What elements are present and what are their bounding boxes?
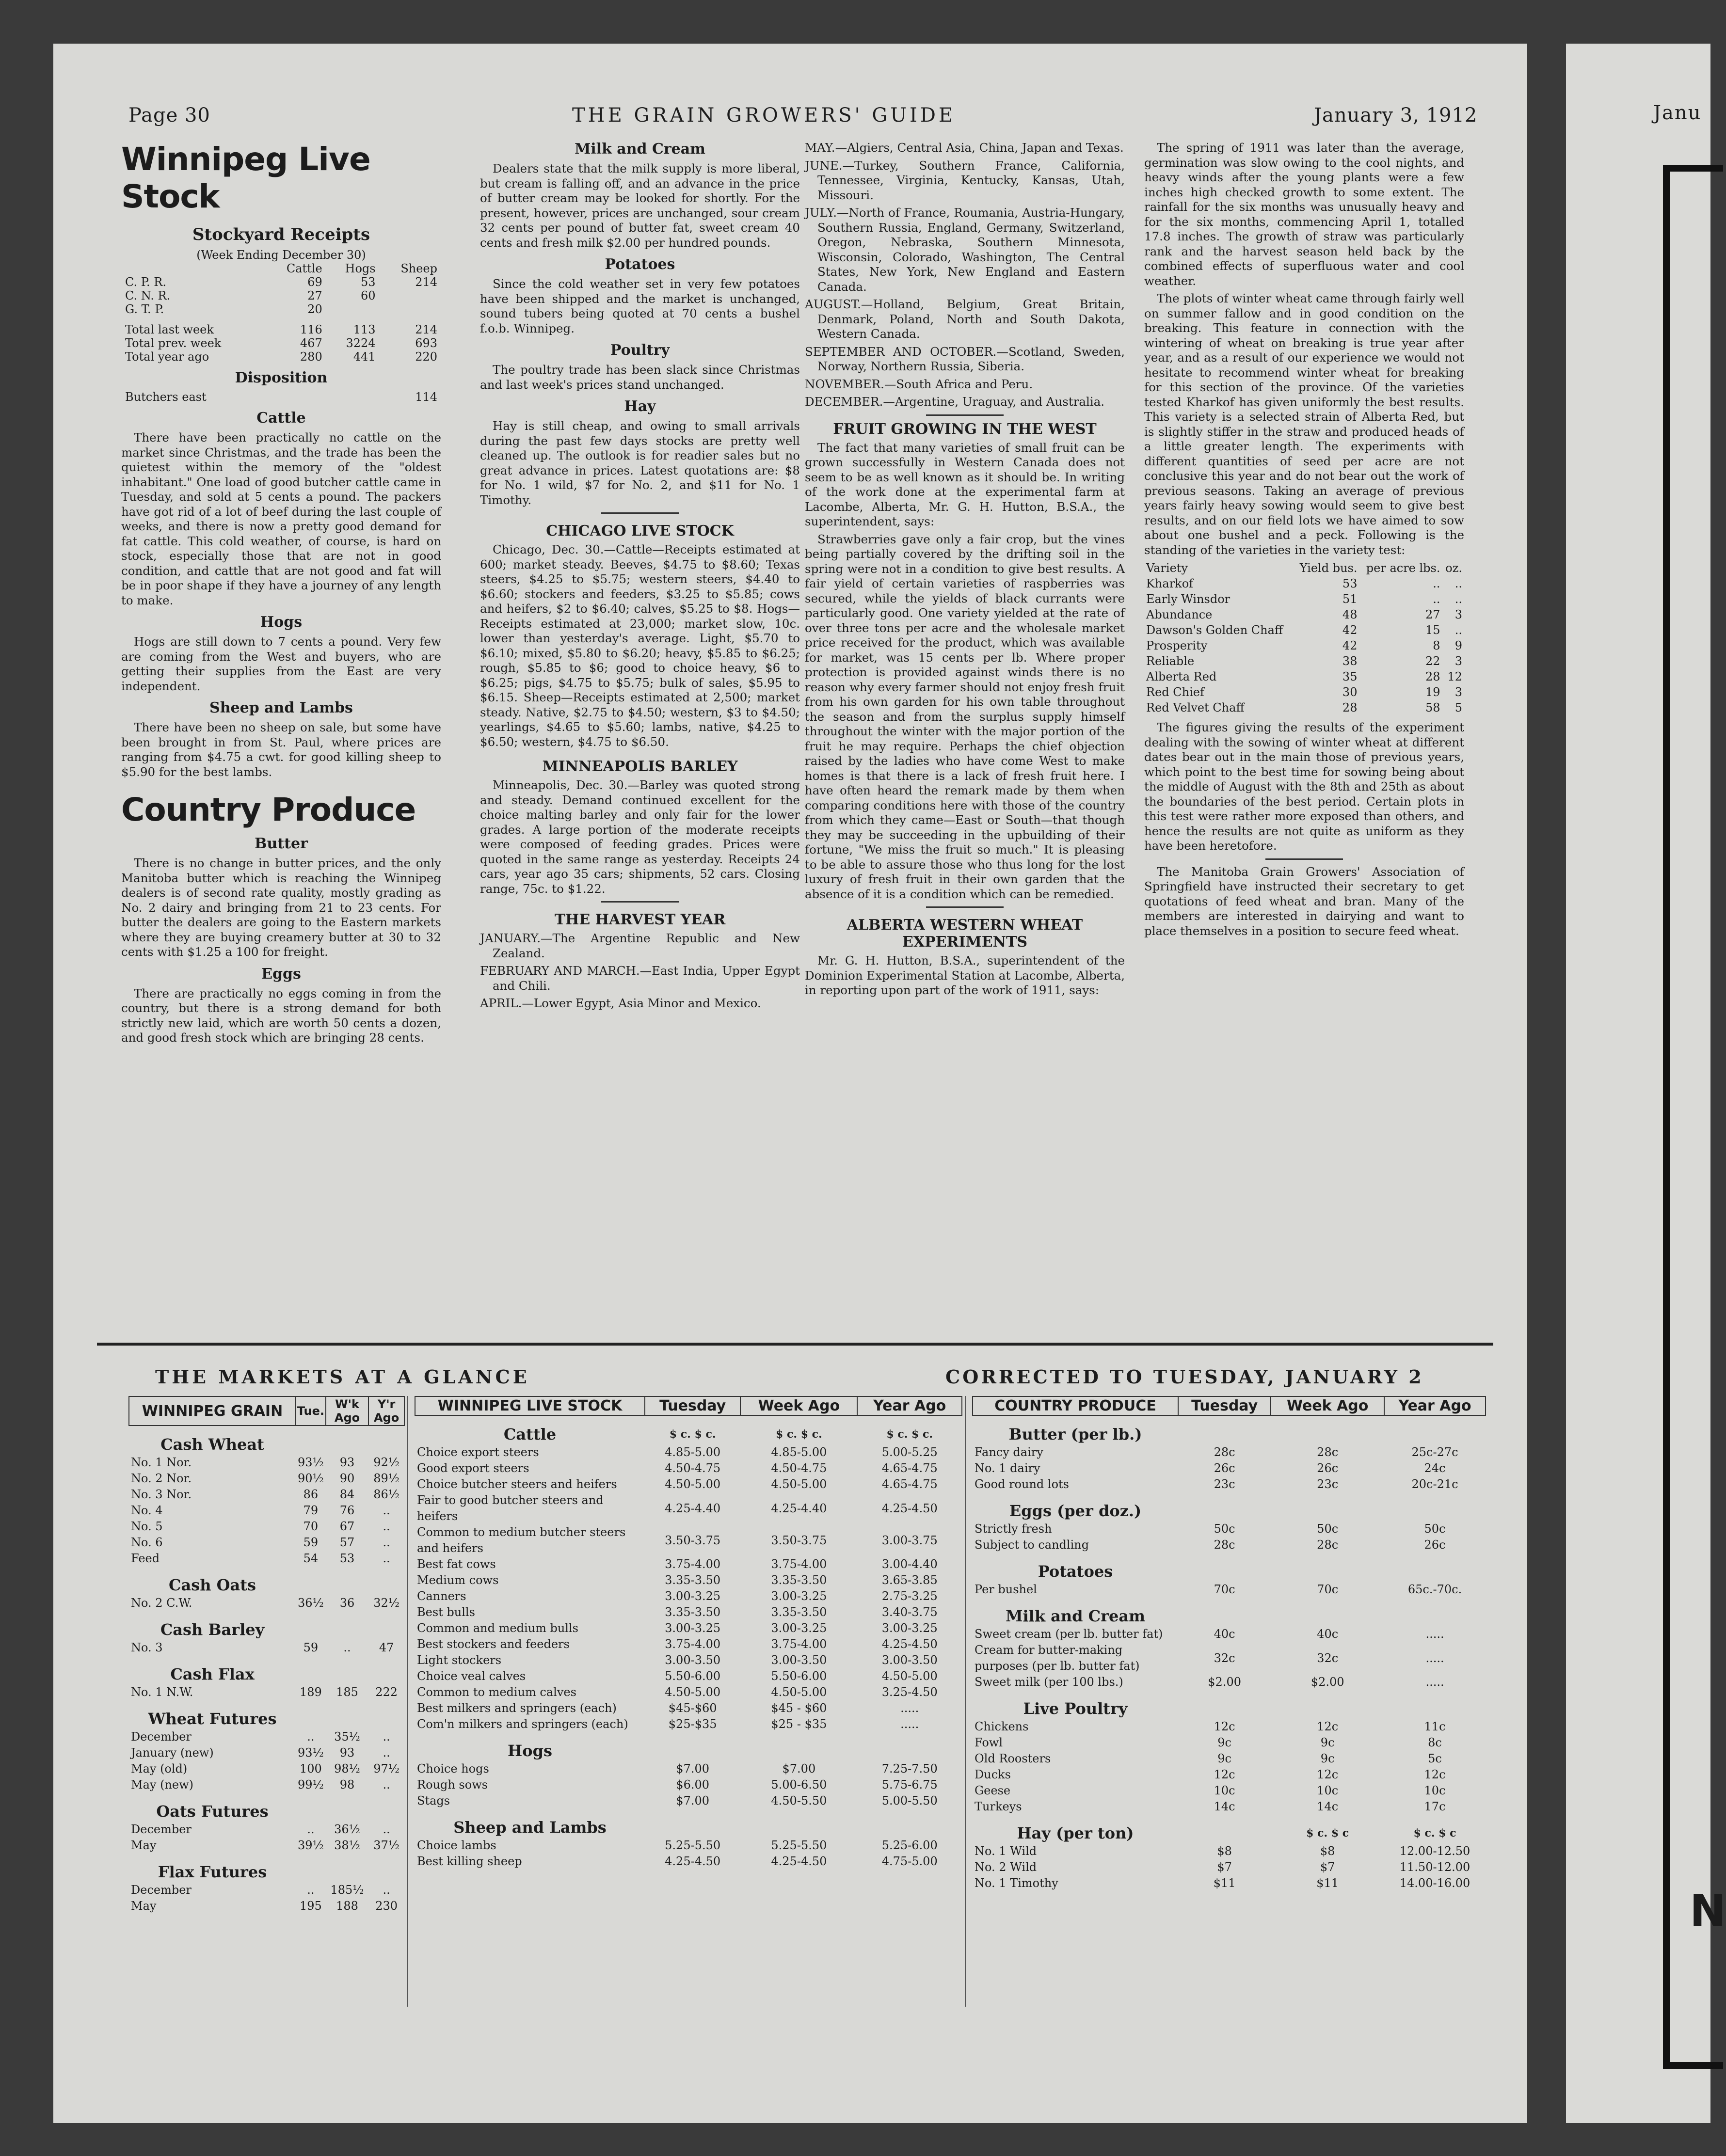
table-row: No. 1 dairy 26c 26c 24c: [975, 1461, 1446, 1475]
milk-text: Dealers state that the milk supply is more liberal, but cream is falling off, and an advance in the price of butter cream may be looked for shortly. For the present, however, prices are unchanged, sour cream 32 cents per pound of butter fat, sweet cream 40 cents and fresh milk $2.00 per hundred pounds.: [480, 161, 800, 250]
wheat-text-1: The spring of 1911 was later than the average, germination was slow owing to the cool nights, and heavy winds after the young plants were a few inches high checked growth to some extent. The rainfall for the six months was unusually heavy and for the six months, commencing April 1, totalled 17.8 inches. The growth of straw was particularly rank and the harvest season held back by the combined effects of superfluous water and cool weather.: [1144, 141, 1464, 288]
table-row: No. 6 59 57 ..: [131, 1536, 390, 1549]
table-row: Canners 3.00-3.25 3.00-3.25 2.75-3.25: [417, 1589, 938, 1603]
association-text: The Manitoba Grain Growers' Association of Springfield have instructed their secretary to get quotations of feed wheat and bran. Many of the members are interested in dairying and want to place themselves in a position to secure feed wheat.: [1144, 864, 1464, 938]
section-heading: Live Poultry: [1023, 1699, 1128, 1718]
section-heading: Cash Oats: [168, 1576, 256, 1594]
table-row: Prosperity 42 8 9: [1146, 639, 1462, 652]
grain-header: WINNIPEG GRAIN: [129, 1396, 296, 1426]
table-row: May 39½ 38½ 37½: [131, 1839, 400, 1852]
chicago-title: CHICAGO LIVE STOCK: [546, 523, 734, 539]
table-row: May 195 188 230: [131, 1899, 398, 1913]
potatoes-text: Since the cold weather set in very few potatoes have been shipped and the market is unchanged, sound tubers being quoted at 70 cents a bushel f.o.b. Winnipeg.: [480, 277, 800, 335]
week-note: (Week Ending December 30): [196, 248, 366, 262]
table-row: No. 4 79 76 ..: [131, 1504, 390, 1517]
table-row: Choice lambs 5.25-5.50 5.25-5.50 5.25-6.00: [417, 1839, 938, 1852]
table-row: Alberta Red 35 28 12: [1146, 670, 1462, 683]
section-title-livestock: Winnipeg Live Stock: [121, 141, 370, 215]
harvest-month: JANUARY.—The Argentine Republic and New Zealand.: [480, 931, 800, 960]
table-row: Geese 10c 10c 10c: [975, 1784, 1446, 1797]
markets-rule: [97, 1343, 1493, 1346]
table-row: Best milkers and springers (each) $45-$60 $45 - $60 .....: [417, 1701, 919, 1715]
adjacent-page: [1566, 44, 1726, 2123]
section-heading: Flax Futures: [158, 1863, 267, 1881]
th-sheep: Sheep: [400, 262, 437, 275]
disposition-title: Disposition: [235, 369, 328, 386]
issue-date: January 3, 1912: [1314, 104, 1478, 127]
table-row: No. 1 Wild $8 $8 12.00-12.50: [975, 1844, 1470, 1858]
poultry-title: Poultry: [610, 342, 670, 359]
hay-title: Hay: [624, 398, 656, 415]
table-row: No. 3 Nor. 86 84 86½: [131, 1488, 400, 1501]
table-row: Old Roosters 9c 9c 5c: [975, 1752, 1442, 1765]
table-row: G. T. P. 20: [125, 302, 322, 316]
section-heading: Hogs: [508, 1742, 552, 1760]
table-row: Total year ago 280 441 220: [125, 350, 437, 364]
column-4: [1144, 141, 1464, 941]
table-row: C. N. R. 27 60: [125, 289, 376, 302]
milk-title: Milk and Cream: [575, 141, 705, 158]
harvest-month: DECEMBER.—Argentine, Uraguay, and Australia.: [805, 395, 1105, 409]
column-2: [480, 141, 800, 1014]
table-row: Stags $7.00 4.50-5.50 5.00-5.50: [417, 1794, 938, 1807]
table-row: Medium cows 3.35-3.50 3.35-3.50 3.65-3.85: [417, 1573, 938, 1587]
disposition-table: Butchers east 114: [125, 390, 437, 404]
variety-table: Variety Yield bus. per acre lbs. oz. Kharkof 53 .. .. Early Winsdor 51 .. .. Abundance 48 27 3 Dawson's Golden Chaff 42 15 .. Prosperity 42 8 9 Reliable 38 22 3 Alberta Red 35 28 12 Red Chief 30 19 3 Red Velvet Chaff 28 58 5: [1144, 560, 1464, 715]
livestock-header: WINNIPEG LIVE STOCK: [415, 1396, 645, 1415]
table-row: Best stockers and feeders 3.75-4.00 3.75-4.00 4.25-4.50: [417, 1637, 938, 1651]
table-row: Best fat cows 3.75-4.00 3.75-4.00 3.00-4.40: [417, 1557, 938, 1571]
table-row: Com'n milkers and springers (each) $25-$35 $25 - $35 .....: [417, 1717, 919, 1731]
section-heading: Wheat Futures: [148, 1710, 277, 1728]
table-row: Common to medium butcher steers and heifers 3.50-3.75 3.50-3.75 3.00-3.75: [417, 1525, 938, 1555]
table-row: Ducks 12c 12c 12c: [975, 1768, 1446, 1781]
harvest-title: THE HARVEST YEAR: [554, 911, 726, 928]
section-heading: Eggs (per doz.): [1009, 1502, 1142, 1520]
table-row: No. 2 C.W. 36½ 36 32½: [131, 1596, 400, 1610]
barley-title: MINNEAPOLIS BARLEY: [542, 758, 738, 775]
table-row: Dawson's Golden Chaff 42 15 ..: [1146, 623, 1462, 637]
table-row: Sweet cream (per lb. butter fat) 40c 40c .....: [975, 1627, 1444, 1641]
section-heading: Cash Flax: [170, 1665, 255, 1683]
barley-text: Minneapolis, Dec. 30.—Barley was quoted strong and steady. Demand continued excellent for the choice malting barley and only fair for the lower grades. A large portion of the moderate receipts were composed of feeding grades. Prices were quoted in the same range as yesterday. Receipts 24 cars, year ago 35 cars; shipments, 52 cars. Closing range, 75c. to $1.22.: [480, 778, 800, 896]
adjacent-page-frame: [1663, 165, 1723, 2069]
hay-text: Hay is still cheap, and owing to small arrivals during the past few days stocks are pretty well cleaned up. The outlook is for readier sales but no great advance in prices. Latest quotations are: $8 for No. 1 wild, $7 for No. 2, and $11 for No. 1 Timothy.: [480, 419, 800, 507]
section-heading: Cash Barley: [160, 1620, 265, 1639]
butter-text: There is no change in butter prices, and the only Manitoba butter which is reaching the Winnipeg dealers is of second rate quality, mostly grading as No. 2 dairy and bringing from 21 to 23 cents. For butter the dealers are going to the Eastern markets where they are buying creamery butter at 30 to 32 cents with $1.25 a 100 for freight.: [121, 856, 441, 959]
column-rule: [965, 1396, 966, 2007]
stockyard-table: [121, 262, 441, 364]
table-row: Choice export steers 4.85-5.00 4.85-5.00 5.00-5.25: [417, 1445, 938, 1459]
table-row: Strictly fresh 50c 50c 50c: [975, 1522, 1446, 1536]
chicago-text: Chicago, Dec. 30.—Cattle—Receipts estimated at 600; market steady. Beeves, $4.75 to $8.60; Texas steers, $4.25 to $5.75; western steers, $4.40 to $6.60; stockers and feeders, $3.25 to $5.85; cows and heifers, $2 to $6.40; calves, $5.25 to $8. Hogs—Receipts estimated at 23,000; market slow, 10c. lower than yesterday's average. Light, $5.70 to $6.10; mixed, $5.80 to $6.20; heavy, $5.85 to $6.25; rough, $5.85 to $6; good to choice heavy, $6 to $6.25; pigs, $4.75 to $5.75; bulk of sales, $5.95 to $6.15. Sheep—Receipts estimated at 2,500; market steady. Native, $2.75 to $4.50; western, $3 to $4.50; yearlings, $4.65 to $5.60; lambs, native, $4.25 to $6.50; western, $4.75 to $6.50.: [480, 542, 800, 749]
table-row: No. 1 Timothy $11 $11 14.00-16.00: [975, 1876, 1470, 1890]
table-row: Fair to good butcher steers and heifers 4.25-4.40 4.25-4.40 4.25-4.50: [417, 1493, 938, 1523]
divider: [926, 906, 1004, 908]
hogs-title: Hogs: [260, 614, 303, 631]
table-row: May (new) 99½ 98 ..: [131, 1778, 390, 1791]
section-heading: Sheep and Lambs: [453, 1818, 607, 1837]
table-row: Red Velvet Chaff 28 58 5: [1146, 701, 1462, 714]
table-row: December .. 185½ ..: [131, 1883, 390, 1897]
table-row: December .. 36½ ..: [131, 1823, 390, 1836]
wheat-text-3: The figures giving the results of the experiment dealing with the sowing of winter wheat at different dates bear out in the main those of previous years, which point to the best time for sowing being about the middle of August with the 8th and 25th as about the boundaries of the best period. Certain plots in this test were rather more exposed than others, and hence the results are not quite as uniform as they have been heretofore.: [1144, 720, 1464, 853]
section-heading: Milk and Cream: [1006, 1607, 1145, 1625]
grain-table: WINNIPEG GRAIN Tue. W'k Ago Y'r Ago Cash Wheat No. 1 Nor. 93½ 93 92½ No. 2 Nor. 90½ 90 89½ No. 3 Nor. 86 84 86½ No. 4 79 76 .. No. 5 70 67 .. No. 6 59 57 .. Feed 54 53 .. Cash Oats No. 2 C.W. 36½ 36 32½ Cash Barley No. 3 59 .. 47 Cash Flax No. 1 N.W. 189 185 222 Wheat Futures December .. 35½ .. January (new) 93½ 93 .. May (old) 100 98½ 97½ May (new) 99½ 98 .. Oats Futures December .. 36½ .. May 39½ 38½ 37½ Flax Futures December .. 185½ .. May 195 188 230: [128, 1396, 405, 1997]
table-row: Cream for butter-making purposes (per lb. butter fat) 32c 32c .....: [975, 1643, 1444, 1673]
newspaper-page: [53, 44, 1527, 2123]
divider: [601, 901, 679, 903]
table-row: Feed 54 53 ..: [131, 1552, 390, 1565]
table-row: Fowl 9c 9c 8c: [975, 1736, 1442, 1749]
page-number: Page 30: [128, 104, 210, 127]
table-row: Red Chief 30 19 3: [1146, 685, 1462, 699]
fruit-title: FRUIT GROWING IN THE WEST: [833, 420, 1097, 438]
adjacent-page-letter: N: [1690, 1886, 1726, 1936]
alberta-title: ALBERTA WESTERN WHEAT EXPERIMENTS: [847, 917, 1083, 951]
table-row: Best bulls 3.35-3.50 3.35-3.50 3.40-3.75: [417, 1605, 938, 1619]
alberta-text: Mr. G. H. Hutton, B.S.A., superintendent of the Dominion Experimental Station at Lacombe, Alberta, in reporting upon part of the work of 1911, says:: [805, 953, 1125, 997]
divider: [1265, 858, 1343, 860]
table-row: Best killing sheep 4.25-4.50 4.25-4.50 4.75-5.00: [417, 1855, 938, 1868]
eggs-title: Eggs: [261, 965, 301, 983]
table-row: December .. 35½ ..: [131, 1730, 390, 1744]
section-heading: Cash Wheat: [160, 1435, 264, 1454]
butter-title: Butter: [255, 835, 308, 852]
markets-corrected: CORRECTED TO TUESDAY, JANUARY 2: [945, 1366, 1424, 1388]
table-row: Abundance 48 27 3: [1146, 608, 1462, 621]
table-row: May (old) 100 98½ 97½: [131, 1762, 400, 1776]
table-row: Subject to candling 28c 28c 26c: [975, 1538, 1446, 1552]
table-row: No. 2 Nor. 90½ 90 89½: [131, 1472, 400, 1485]
table-row: Total last week 116 113 214: [125, 323, 437, 336]
th-variety: Variety: [1146, 561, 1188, 575]
table-row: Sweet milk (per 100 lbs.) $2.00 $2.00 .....: [975, 1675, 1444, 1689]
harvest-month: FEBRUARY AND MARCH.—East India, Upper Egypt and Chili.: [480, 964, 800, 993]
table-row: Choice veal calves 5.50-6.00 5.50-6.00 4.50-5.00: [417, 1669, 938, 1683]
produce-header: COUNTRY PRODUCE: [973, 1396, 1178, 1415]
markets-title: THE MARKETS AT A GLANCE: [155, 1366, 530, 1388]
table-row: Fancy dairy 28c 28c 25c-27c: [975, 1445, 1458, 1459]
column-rule: [407, 1396, 408, 2007]
harvest-month: MAY.—Algiers, Central Asia, China, Japan and Texas.: [805, 141, 1124, 155]
table-row: Total prev. week 467 3224 693: [125, 336, 437, 350]
table-row: Choice hogs $7.00 $7.00 7.25-7.50: [417, 1762, 938, 1776]
th-hogs: Hogs: [345, 262, 376, 275]
table-row: No. 5 70 67 ..: [131, 1520, 390, 1533]
table-row: Turkeys 14c 14c 17c: [975, 1800, 1446, 1813]
table-row: Per bushel 70c 70c 65c.-70c.: [975, 1583, 1462, 1596]
harvest-month: AUGUST.—Holland, Belgium, Great Britain, Denmark, Poland, North and South Dakota, Western Canada.: [805, 297, 1125, 341]
section-title-country-produce: Country Produce: [121, 791, 416, 828]
harvest-month: NOVEMBER.—South Africa and Peru.: [805, 377, 1033, 391]
column-3: [805, 141, 1125, 1001]
harvest-month: JULY.—North of France, Roumania, Austria-Hungary, Southern Russia, England, Germany, Switzerland, Oregon, Nebraska, Southern Minnesota, Wisconsin, Colorado, Washington, The Central States, New York, New England and Eastern Canada.: [805, 206, 1125, 294]
column-1: [121, 141, 441, 1048]
cattle-text: There have been practically no cattle on the market since Christmas, and the trade has been the quietest within the memory of the "oldest inhabitant." One load of good butcher cattle came in Tuesday, and sold at 5 cents a pound. The packers have got rid of a lot of beef during the last couple of weeks, and there is now a pretty good demand for fat cattle. This cold weather, of course, is hard on stock, especially those that are not in good condition, and cattle that are not good and fat will be in poor shape if they have a journey of any length to make.: [121, 430, 441, 607]
divider: [926, 414, 1004, 416]
table-row: Common to medium calves 4.50-5.00 4.50-5.00 3.25-4.50: [417, 1685, 938, 1699]
table-row: No. 1 N.W. 189 185 222: [131, 1685, 398, 1699]
table-row: No. 3 59 .. 47: [131, 1641, 394, 1654]
section-heading: Butter (per lb.): [1008, 1425, 1142, 1443]
fruit-text-2: Strawberries gave only a fair crop, but the vines being partially covered by the drifting soil in the spring were not in a condition to give best results. A fair yield of certain varieties of raspberries was secured, while the yields of black currants were particularly good. One variety yielded at the rate of over three tons per acre and the wholesale market price received for the product, which was available for market, was 15 cents per lb. Where proper protection is provided against winds there is no reason why every farmer should not enjoy fresh fruit from his own garden for his own table throughout the season and from the surplus supply himself throughout the winter with the major portion of the fruit he may require. Perhaps the chief objection raised by the ladies who have come West to make homes is that there is a lack of fresh fruit here. I have often heard the remark made by them when comparing conditions here with those of the country from which they came—East or South—that though they may be succeeding in the upbuilding of their fortune, "We miss the fruit so much." It is pleasing to be able to assure those who thus long for the lost luxury of fresh fruit in their own garden that the absence of it is a condition which can be remedied.: [805, 532, 1125, 901]
harvest-month: APRIL.—Lower Egypt, Asia Minor and Mexico.: [480, 996, 761, 1010]
th-cattle: Cattle: [286, 262, 322, 275]
masthead: THE GRAIN GROWERS' GUIDE: [572, 104, 956, 127]
table-row: Reliable 38 22 3: [1146, 654, 1462, 668]
table-row: Rough sows $6.00 5.00-6.50 5.75-6.75: [417, 1778, 938, 1791]
harvest-month: JUNE.—Turkey, Southern France, California, Tennessee, Virginia, Kentucky, Kansas, Utah, Missouri.: [805, 158, 1125, 202]
divider: [601, 512, 679, 514]
cattle-title: Cattle: [256, 410, 306, 427]
table-row: January (new) 93½ 93 ..: [131, 1746, 390, 1760]
hogs-text: Hogs are still down to 7 cents a pound. Very few are coming from the West and buyers, who are getting their supplies from the East are very independent.: [121, 634, 441, 693]
sheep-text: There have been no sheep on sale, but some have been brought in from St. Paul, where prices are ranging from $4.75 a cwt. for good killing sheep to $5.90 for the best lambs.: [121, 720, 441, 779]
stockyard-title: Stockyard Receipts: [192, 225, 370, 244]
section-heading: Hay (per ton) $ c. $ c $ c. $ c: [1017, 1824, 1456, 1842]
wheat-text-2: The plots of winter wheat came through fairly well on summer fallow and in good condition on the breaking. This feature in connection with the wintering of wheat on breaking is true year after year, and as a result of our experience we would not hesitate to recommend winter wheat for breaking for this section of the province. Of the varieties tested Kharkof has given uniformly the best results. This variety is a selected strain of Alberta Red, but is slightly stiffer in the straw and produced heads of a little greater length. The experiments with different quantities of seed per acre are not conclusive this year and do not bear out the work of previous seasons. Taking an average of previous years fairly heavy sowing would seem to give best results, and on our field lots we have aimed to sow about one bushel and a peck. Following is the standing of the varieties in the variety test:: [1144, 291, 1464, 557]
table-row: Common and medium bulls 3.00-3.25 3.00-3.25 3.00-3.25: [417, 1621, 938, 1635]
adjacent-page-header: Janu: [1653, 102, 1702, 124]
livestock-table: WINNIPEG LIVE STOCK Tuesday Week Ago Year Ago Cattle $ c. $ c. $ c. $ c. $ c. $ c. Choice export steers 4.85-5.00 4.85-5.00 5.00-5.25 Good export steers 4.50-4.75 4.50-4.75 4.65-4.75 Choice butcher steers and heifers 4.50-5.00 4.50-5.00 4.65-4.75 Fair to good butcher steers and heifers 4.25-4.40 4.25-4.40 4.25-4.50 Common to medium butcher steers and heifers 3.50-3.75 3.50-3.75 3.00-3.75 Best fat cows 3.75-4.00 3.75-4.00 3.00-4.40 Medium cows 3.35-3.50 3.35-3.50 3.65-3.85 Canners 3.00-3.25 3.00-3.25 2.75-3.25 Best bulls 3.35-3.50 3.35-3.50 3.40-3.75 Common and medium bulls 3.00-3.25 3.00-3.25 3.00-3.25 Best stockers and feeders 3.75-4.00 3.75-4.00 4.25-4.50 Light stockers 3.00-3.50 3.00-3.50 3.00-3.50 Choice veal calves 5.50-6.00 5.50-6.00 4.50-5.00 Common to medium calves 4.50-5.00 4.50-5.00 3.25-4.50 Best milkers and springers (each) $45-$60 $45 - $60 ..... Com'n milkers and springers (each) $25-$35 $25 - $35 ..... Hogs Choice hogs $7.00 $7.00 7.25-7.50 Rough sows $6.00 5.00-6.50 5.75-6.75 Stags $7.00 4.50-5.50 5.00-5.50 Sheep and Lambs Choice lambs 5.25-5.50 5.25-5.50 5.25-6.00 Best killing sheep 4.25-4.50 4.25-4.50 4.75-5.00: [415, 1396, 962, 1997]
table-row: C. P. R. 69 53 214: [125, 275, 437, 289]
produce-table: COUNTRY PRODUCE Tuesday Week Ago Year Ago Butter (per lb.) Fancy dairy 28c 28c 25c-27c No. 1 dairy 26c 26c 24c Good round lots 23c 23c 20c-21c Eggs (per doz.) Strictly fresh 50c 50c 50c Subject to candling 28c 28c 26c Potatoes Per bushel 70c 70c 65c.-70c. Milk and Cream Sweet cream (per lb. butter fat) 40c 40c ..... Cream for butter-making purposes (per lb. butter fat) 32c 32c ..... Sweet milk (per 100 lbs.) $2.00 $2.00 ..... Live Poultry Chickens 12c 12c 11c Fowl 9c 9c 8c Old Roosters 9c 9c 5c Ducks 12c 12c 12c Geese 10c 10c 10c Turkeys 14c 14c 17c Hay (per ton) $ c. $ c $ c. $ c No. 1 Wild $8 $8 12.00-12.50 No. 2 Wild $7 $7 11.50-12.00 No. 1 Timothy $11 $11 14.00-16.00: [972, 1396, 1486, 1997]
table-row: Kharkof 53 .. ..: [1146, 577, 1462, 590]
eggs-text: There are practically no eggs coming in from the country, but there is a strong demand for both strictly new laid, which are worth 50 cents a dozen, and good fresh stock which are bringing 28 cents.: [121, 986, 441, 1045]
table-row: Light stockers 3.00-3.50 3.00-3.50 3.00-3.50: [417, 1653, 938, 1667]
harvest-month: SEPTEMBER AND OCTOBER.—Scotland, Sweden, Norway, Northern Russia, Siberia.: [805, 344, 1125, 373]
table-row: Early Winsdor 51 .. ..: [1146, 592, 1462, 606]
table-row: Good export steers 4.50-4.75 4.50-4.75 4.65-4.75: [417, 1461, 938, 1475]
fruit-text-1: The fact that many varieties of small fruit can be grown successfully in Western Canada does not seem to be as well known as it should be. In writing of the work done at the experimental farm at Lacombe, Alberta, Mr. G. H. Hutton, B.S.A., the superintendent, says:: [805, 440, 1125, 528]
potatoes-title: Potatoes: [605, 256, 675, 273]
section-heading: Oats Futures: [156, 1802, 269, 1821]
table-row: Chickens 12c 12c 11c: [975, 1720, 1446, 1733]
table-row: No. 1 Nor. 93½ 93 92½: [131, 1456, 400, 1469]
table-row: Good round lots 23c 23c 20c-21c: [975, 1477, 1458, 1491]
table-row: Choice butcher steers and heifers 4.50-5.00 4.50-5.00 4.65-4.75: [417, 1477, 938, 1491]
poultry-text: The poultry trade has been slack since Christmas and last week's prices stand unchanged.: [480, 363, 800, 392]
section-heading: Potatoes: [1038, 1562, 1113, 1581]
section-heading: Cattle $ c. $ c. $ c. $ c. $ c. $ c.: [503, 1425, 933, 1443]
sheep-title: Sheep and Lambs: [209, 699, 353, 716]
table-row: No. 2 Wild $7 $7 11.50-12.00: [975, 1860, 1470, 1874]
